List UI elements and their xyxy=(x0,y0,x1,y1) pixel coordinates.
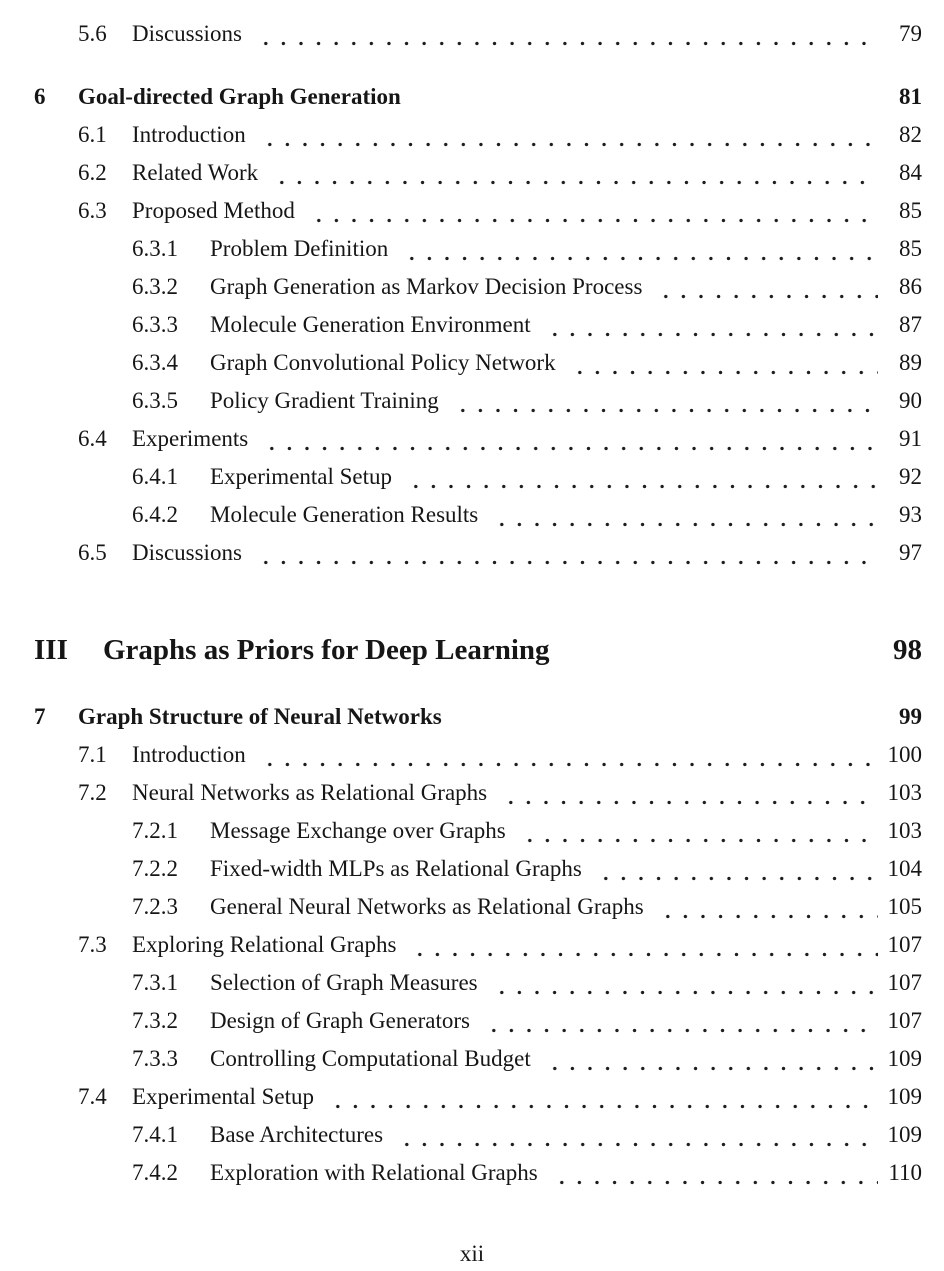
dot-leader xyxy=(251,560,878,565)
dot-leader xyxy=(559,661,878,666)
dot-leader xyxy=(448,408,878,413)
entry-page: 103 xyxy=(887,780,922,805)
toc-entry-7-4-2[interactable] xyxy=(34,1154,922,1192)
dot-leader xyxy=(267,180,878,185)
table-of-contents xyxy=(34,15,922,1192)
entry-number: 7.2 xyxy=(78,780,107,805)
entry-page: 97 xyxy=(899,540,922,565)
entry-title: Graph Generation as Markov Decision Process xyxy=(210,274,643,299)
toc-entry-6-5[interactable] xyxy=(34,534,922,572)
entry-page: 104 xyxy=(887,856,922,881)
entry-number: 6.3.5 xyxy=(132,388,178,413)
entry-title: Introduction xyxy=(132,742,246,767)
entry-title: Discussions xyxy=(132,21,242,46)
entry-number: 7.3.3 xyxy=(132,1046,178,1071)
entry-title: Fixed-width MLPs as Relational Graphs xyxy=(210,856,582,881)
dot-leader xyxy=(565,370,878,375)
dot-leader xyxy=(257,446,878,451)
dot-leader xyxy=(547,1180,878,1185)
entry-title: Controlling Computational Budget xyxy=(210,1046,531,1071)
entry-number: 7.1 xyxy=(78,742,107,767)
entry-page: 109 xyxy=(887,1122,922,1147)
dot-leader xyxy=(251,41,878,46)
toc-entry-7-2-2[interactable] xyxy=(34,850,922,888)
dot-leader xyxy=(496,800,877,805)
dot-leader xyxy=(479,1028,878,1033)
entry-title: Proposed Method xyxy=(132,198,295,223)
dot-leader xyxy=(401,484,878,489)
entry-page: 93 xyxy=(899,502,922,527)
entry-title: Related Work xyxy=(132,160,259,185)
dot-leader xyxy=(651,294,878,299)
toc-entry-6-4[interactable] xyxy=(34,420,922,458)
dot-leader xyxy=(653,914,878,919)
toc-entry-6-3[interactable] xyxy=(34,192,922,230)
toc-entry-7-2-3[interactable] xyxy=(34,888,922,926)
entry-page: 85 xyxy=(899,198,922,223)
entry-number: 6.4.2 xyxy=(132,502,178,527)
toc-entry-7-4-1[interactable] xyxy=(34,1116,922,1154)
entry-number: 7.3 xyxy=(78,932,107,957)
entry-number: 7 xyxy=(34,704,46,729)
dot-leader xyxy=(255,762,878,767)
toc-entry-7[interactable] xyxy=(34,698,922,736)
entry-number: 7.4.1 xyxy=(132,1122,178,1147)
toc-entry-6-1[interactable] xyxy=(34,116,922,154)
entry-title: Goal-directed Graph Generation xyxy=(78,84,401,109)
dot-leader xyxy=(392,1142,877,1147)
toc-entry-6-3-4[interactable] xyxy=(34,344,922,382)
entry-page: 99 xyxy=(899,704,922,729)
entry-page: 89 xyxy=(899,350,922,375)
entry-number: 7.3.1 xyxy=(132,970,178,995)
entry-title: Graphs as Priors for Deep Learning xyxy=(103,634,550,666)
entry-number: 6 xyxy=(34,84,46,109)
entry-page: 87 xyxy=(899,312,922,337)
dot-leader xyxy=(451,724,878,729)
toc-entry-7-2[interactable] xyxy=(34,774,922,812)
dot-leader xyxy=(487,990,878,995)
toc-entry-6-4-1[interactable] xyxy=(34,458,922,496)
entry-title: Experimental Setup xyxy=(210,464,393,489)
entry-number: 6.4.1 xyxy=(132,464,178,489)
entry-page: 107 xyxy=(887,1008,922,1033)
entry-title: Introduction xyxy=(132,122,246,147)
entry-title: Policy Gradient Training xyxy=(210,388,439,413)
entry-title: Design of Graph Generators xyxy=(210,1008,470,1033)
entry-page: 85 xyxy=(899,236,922,261)
entry-number: 6.3 xyxy=(78,198,107,223)
entry-number: 6.5 xyxy=(78,540,107,565)
entry-number: 6.3.4 xyxy=(132,350,178,375)
toc-entry-6-3-3[interactable] xyxy=(34,306,922,344)
entry-number: 6.2 xyxy=(78,160,107,185)
entry-number: 6.3.3 xyxy=(132,312,178,337)
toc-entry-6-3-5[interactable] xyxy=(34,382,922,420)
entry-title: Graph Convolutional Policy Network xyxy=(210,350,556,375)
toc-entry-7-2-1[interactable] xyxy=(34,812,922,850)
entry-title: Exploration with Relational Graphs xyxy=(210,1160,538,1185)
entry-page: 92 xyxy=(899,464,922,489)
entry-title: Neural Networks as Relational Graphs xyxy=(132,780,488,805)
entry-title: Experiments xyxy=(132,426,249,451)
entry-title: Selection of Graph Measures xyxy=(210,970,478,995)
toc-entry-7-3-3[interactable] xyxy=(34,1040,922,1078)
entry-page: 103 xyxy=(887,818,922,843)
toc-entry-7-3[interactable] xyxy=(34,926,922,964)
entry-page: 98 xyxy=(893,634,922,666)
dot-leader xyxy=(591,876,878,881)
dot-leader xyxy=(410,104,878,109)
toc-entry-6-3-1[interactable] xyxy=(34,230,922,268)
entry-number: 7.4 xyxy=(78,1084,107,1109)
entry-page: 109 xyxy=(887,1084,922,1109)
entry-title: Discussions xyxy=(132,540,242,565)
entry-page: 110 xyxy=(888,1160,922,1185)
entry-title: Problem Definition xyxy=(210,236,389,261)
toc-entry-6-2[interactable] xyxy=(34,154,922,192)
entry-page: 90 xyxy=(899,388,922,413)
entry-page: 105 xyxy=(887,894,922,919)
toc-entry-6-4-2[interactable] xyxy=(34,496,922,534)
toc-entry-5-6[interactable] xyxy=(34,15,922,53)
toc-entry-7-4[interactable] xyxy=(34,1078,922,1116)
entry-title: Molecule Generation Environment xyxy=(210,312,531,337)
entry-title: Molecule Generation Results xyxy=(210,502,479,527)
dot-leader xyxy=(323,1104,877,1109)
entry-page: 81 xyxy=(899,84,922,109)
entry-number: 7.2.1 xyxy=(132,818,178,843)
entry-number: 6.4 xyxy=(78,426,107,451)
entry-title: Exploring Relational Graphs xyxy=(132,932,397,957)
entry-number: III xyxy=(34,634,68,666)
entry-number: 5.6 xyxy=(78,21,107,46)
dot-leader xyxy=(405,952,877,957)
toc-entry-7-3-2[interactable] xyxy=(34,1002,922,1040)
entry-number: 6.3.1 xyxy=(132,236,178,261)
entry-page: 91 xyxy=(899,426,922,451)
dot-leader xyxy=(255,142,878,147)
dot-leader xyxy=(304,218,878,223)
entry-title: Experimental Setup xyxy=(132,1084,315,1109)
page-number-footer: xii xyxy=(459,1240,485,1266)
entry-number: 7.2.2 xyxy=(132,856,178,881)
entry-number: 6.3.2 xyxy=(132,274,178,299)
entry-page: 86 xyxy=(899,274,922,299)
entry-page: 100 xyxy=(887,742,922,767)
entry-title: Graph Structure of Neural Networks xyxy=(78,704,442,729)
toc-entry-III[interactable] xyxy=(34,627,922,673)
entry-number: 6.1 xyxy=(78,122,107,147)
entry-page: 84 xyxy=(899,160,922,185)
toc-entry-7-3-1[interactable] xyxy=(34,964,922,1002)
entry-number: 7.3.2 xyxy=(132,1008,178,1033)
entry-page: 107 xyxy=(887,932,922,957)
entry-title: Message Exchange over Graphs xyxy=(210,818,506,843)
entry-title: Base Architectures xyxy=(210,1122,384,1147)
dot-leader xyxy=(540,332,878,337)
entry-title: General Neural Networks as Relational Graphs xyxy=(210,894,644,919)
entry-number: 7.2.3 xyxy=(132,894,178,919)
toc-entry-6[interactable] xyxy=(34,78,922,116)
entry-page: 79 xyxy=(899,21,922,46)
dot-leader xyxy=(515,838,878,843)
dot-leader xyxy=(487,522,878,527)
entry-page: 82 xyxy=(899,122,922,147)
entry-page: 109 xyxy=(887,1046,922,1071)
toc-entry-6-3-2[interactable] xyxy=(34,268,922,306)
entry-number: 7.4.2 xyxy=(132,1160,178,1185)
toc-entry-7-1[interactable] xyxy=(34,736,922,774)
dot-leader xyxy=(397,256,878,261)
entry-page: 107 xyxy=(887,970,922,995)
dot-leader xyxy=(540,1066,878,1071)
